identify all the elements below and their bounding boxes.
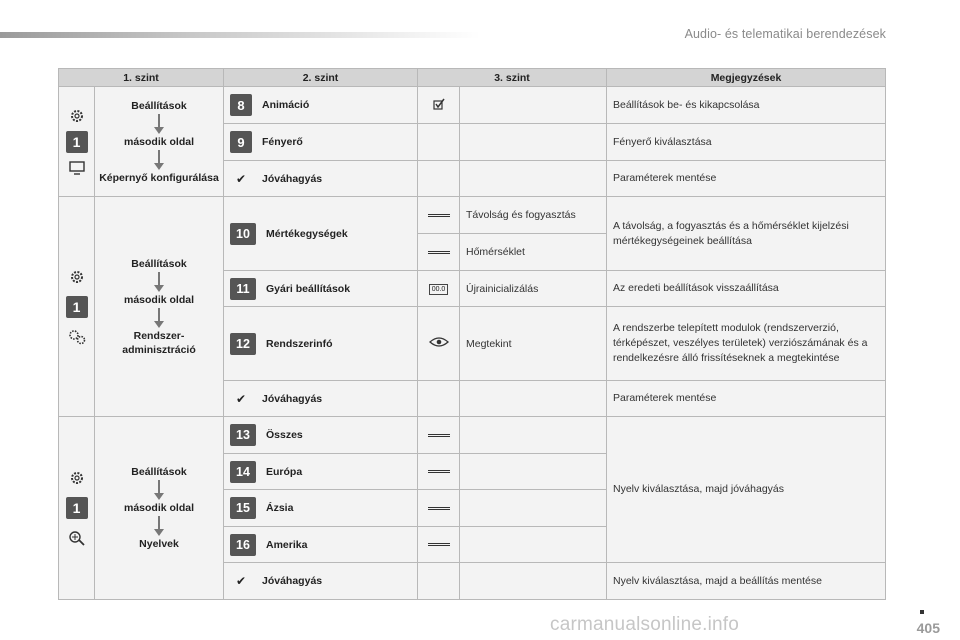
- level1-icons: [59, 197, 95, 417]
- level3-text: Megtekint: [460, 307, 607, 381]
- step-badge: 15: [230, 497, 256, 519]
- level2-label: Jóváhagyás: [262, 575, 323, 587]
- dash-icon: [428, 214, 450, 217]
- flow-step: Beállítások: [131, 466, 187, 478]
- level3-text: Távolság és fogyasztás: [460, 197, 607, 234]
- level2-label: Jóváhagyás: [262, 392, 323, 405]
- col-header-level2: 2. szint: [224, 69, 418, 87]
- flow-step: második oldal: [123, 293, 195, 306]
- level2-label: Ázsia: [266, 502, 294, 514]
- reset-icon: 00.0: [429, 284, 449, 295]
- col-header-level1: 1. szint: [59, 69, 224, 87]
- settings-table: [58, 68, 886, 600]
- flow-step: Rendszer- adminisztráció: [122, 329, 196, 356]
- arrow-down-icon: [154, 516, 164, 536]
- note-text: Beállítások be- és kikapcsolása: [607, 87, 886, 124]
- dash-icon: [428, 543, 450, 546]
- col-header-notes: Megjegyzések: [607, 69, 886, 87]
- flow-step: Beállítások: [131, 99, 187, 112]
- gear-icon: [64, 467, 90, 489]
- level2-label: Fényerő: [262, 136, 303, 148]
- level1-icons: [59, 87, 95, 197]
- level2-label: Gyári beállítások: [266, 282, 351, 295]
- table-row: [59, 197, 886, 234]
- language-icon: [64, 527, 90, 549]
- col-header-level3: 3. szint: [418, 69, 607, 87]
- flow-step: Beállítások: [131, 257, 187, 270]
- level2-label: Animáció: [262, 99, 310, 111]
- step-badge: 1: [66, 296, 88, 318]
- arrow-down-icon: [154, 114, 164, 134]
- level2-label: Európa: [266, 465, 303, 478]
- watermark: carmanualsonline.info: [550, 614, 740, 635]
- arrow-down-icon: [154, 480, 164, 500]
- gear-icon: [64, 266, 90, 288]
- check-icon: ✔: [235, 171, 247, 186]
- system-gears-icon: [64, 326, 90, 348]
- note-text: Fényerő kiválasztása: [607, 124, 886, 161]
- level2-label: Jóváhagyás: [262, 172, 323, 185]
- note-text: Nyelv kiválasztása, majd jóváhagyás: [607, 417, 886, 563]
- flow-step: Nyelvek: [139, 538, 179, 550]
- step-badge: 11: [230, 278, 256, 300]
- step-badge: 12: [230, 333, 256, 355]
- dash-icon: [428, 507, 450, 510]
- note-text: Az eredeti beállítások visszaállítása: [607, 271, 886, 307]
- step-badge: 9: [230, 131, 252, 153]
- flow-step: második oldal: [123, 502, 195, 514]
- header-bar: [0, 32, 480, 38]
- eye-icon: [418, 307, 460, 381]
- note-text: Paraméterek mentése: [607, 161, 886, 197]
- note-text: Paraméterek mentése: [607, 381, 886, 417]
- step-badge: 16: [230, 534, 256, 556]
- step-badge: 14: [230, 461, 256, 483]
- flow-step: Képernyő konfigurálása: [99, 171, 219, 184]
- level1-flow: [95, 417, 224, 600]
- check-icon: ✔: [235, 574, 247, 588]
- table-header-row: [59, 69, 886, 87]
- table-row: [59, 87, 886, 124]
- level2-label: Összes: [266, 429, 303, 441]
- arrow-down-icon: [154, 272, 164, 292]
- step-badge: 1: [66, 497, 88, 519]
- arrow-down-icon: [154, 150, 164, 170]
- level2-label: Mértékegységek: [266, 227, 348, 240]
- level1-icons: [59, 417, 95, 600]
- level1-flow: [95, 197, 224, 417]
- level3-text: Hőmérséklet: [460, 234, 607, 271]
- dash-icon: [428, 434, 450, 437]
- level1-flow: [95, 87, 224, 197]
- flow-step: második oldal: [123, 135, 195, 148]
- step-badge: 1: [66, 131, 88, 153]
- dash-icon: [428, 470, 450, 473]
- note-text: A távolság, a fogyasztás és a hőmérséklet kijelzési mértékegységeinek beállítása: [607, 197, 886, 271]
- level3-text: [460, 87, 607, 124]
- page-number: 405: [916, 620, 940, 636]
- page-header-title: Audio- és telematikai berendezések: [684, 27, 886, 41]
- gear-icon: [64, 105, 90, 127]
- checkbox-icon: [418, 87, 460, 124]
- check-icon: ✔: [235, 391, 247, 406]
- note-text: Nyelv kiválasztása, majd a beállítás mentése: [607, 563, 886, 600]
- table-row: [59, 417, 886, 454]
- step-badge: 10: [230, 223, 256, 245]
- arrow-down-icon: [154, 308, 164, 328]
- level3-text: [460, 124, 607, 161]
- step-badge: 13: [230, 424, 256, 446]
- note-text: A rendszerbe telepített modulok (rendszerverzió, térképészet, veszélyes területek) verziószámának és a rendelkezésre álló frissítéseknek a megtekintése: [607, 307, 886, 381]
- page-marker: [920, 610, 924, 614]
- level2-label: Amerika: [266, 538, 308, 551]
- screen-icon: [64, 157, 90, 179]
- level2-label: Rendszerinfó: [266, 337, 333, 350]
- dash-icon: [428, 251, 450, 254]
- level3-text: Újrainicializálás: [460, 271, 607, 307]
- step-badge: 8: [230, 94, 252, 116]
